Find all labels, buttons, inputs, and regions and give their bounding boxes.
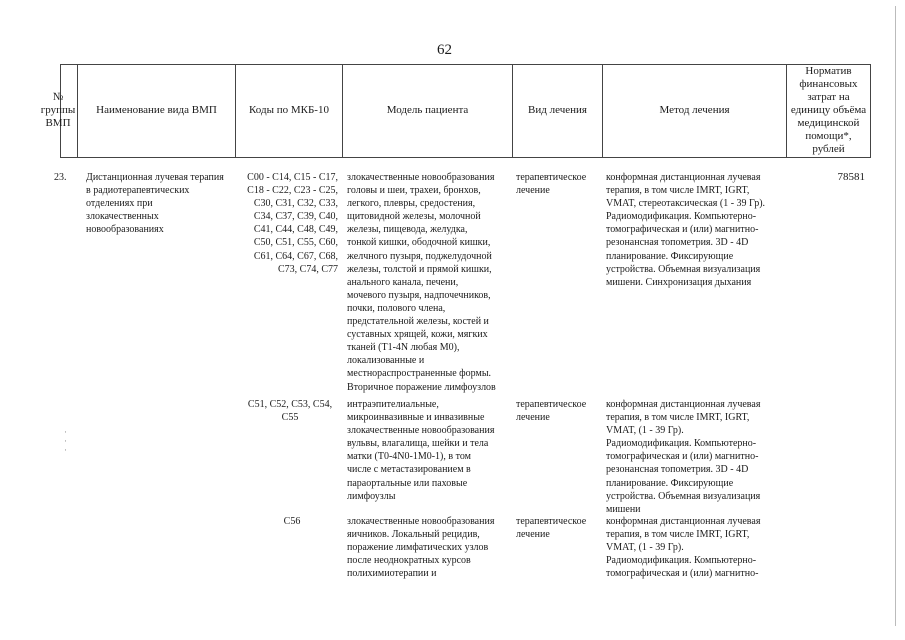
- icd-codes: C56: [283, 516, 301, 527]
- scan-edge-line: [895, 6, 896, 626]
- table-divider: [870, 64, 871, 158]
- header-patient-model: Модель пациента: [386, 104, 469, 116]
- patient-model: интраэпителиальные, микроинвазивные и инвазивные злокачественные новообразования вульвы, влагалища, шейки и тела матки (T0-4N0-1M0-1), в том числе с метастазированием в параортальные или паховые лимфоузлы: [347, 399, 495, 502]
- header-treatment-type: Вид лечения: [528, 104, 587, 116]
- header-group-number: № группы ВМП: [40, 91, 76, 129]
- header-icd-codes: Коды по МКБ-10: [249, 104, 329, 116]
- patient-model: злокачественные новообразования головы и шеи, трахеи, бронхов, легкого, плевры, средостения, щитовидной железы, молочной железы, пищевода, желудка, тонкой кишки, ободочной кишки, желчного пузыря, поджелудочной железы, толстой и прямой кишки, анального канала, печени, мочевого пузыря, надпочечников, почки, полового члена, предстательной железы, костей и суставных хрящей, кожи, мягких тканей (T1-4N любая M0), локализованные и местнораспространенные формы. Вторичное поражение лимфоузлов: [347, 172, 496, 393]
- treatment-method: конформная дистанционная лучевая терапия, в том числе IMRT, IGRT, VMAT, стереотаксическая (1 - 39 Гр). Радиомодификация. Компьютерно- томографическая и (или) магнитно- резонансная топометрия. 3D - 4D планирование. Фиксирующие устройства. Объемная визуализация мишени. Синхронизация дыхания: [606, 172, 766, 288]
- scan-artifact: · · ·: [64, 427, 67, 455]
- vmp-name: Дистанционная лучевая терапия в радиотерапевтических отделениях при злокачественных новообразованиях: [86, 172, 224, 236]
- header-vmp-name: Наименование вида ВМП: [96, 104, 217, 116]
- treatment-type: терапевтическое лечение: [516, 399, 587, 424]
- patient-model: злокачественные новообразования яичников. Локальный рецидив, поражение лимфатических узлов после неоднократных курсов полихимиотерапии и: [347, 516, 495, 580]
- cost-norm: 78581: [837, 171, 865, 183]
- header-cost-norm: Норматив финансовых затрат на единицу объёма медицинской помощи*, рублей: [790, 65, 867, 155]
- treatment-method: конформная дистанционная лучевая терапия, в том числе IMRT, IGRT, VMAT, (1 - 39 Гр). Радиомодификация. Компьютерно- томографическая и (или) магнитно-: [606, 516, 761, 580]
- page-number: 62: [437, 42, 452, 58]
- treatment-type: терапевтическое лечение: [516, 516, 587, 541]
- treatment-method: конформная дистанционная лучевая терапия, в том числе IMRT, IGRT, VMAT, (1 - 39 Гр). Радиомодификация. Компьютерно- томографическая и (или) магнитно- резонансная топометрия. 3D - 4D планирование. Фиксирующие устройства. Объемная визуализация мишени: [606, 399, 761, 515]
- icd-codes: C51, C52, C53, C54, C55: [247, 399, 333, 424]
- group-number: 23.: [54, 172, 67, 183]
- table-header-border: [60, 157, 870, 158]
- header-treatment-method: Метод лечения: [659, 104, 730, 116]
- icd-codes: C00 - C14, C15 - C17, C18 - C22, C23 - C25, C30, C31, C32, C33, C34, C37, C39, C40, C41, C44, C48, C49, C50, C51, C55, C60, C61, C64, C67, C68, C73, C74, C77: [247, 172, 338, 275]
- treatment-type: терапевтическое лечение: [516, 172, 587, 197]
